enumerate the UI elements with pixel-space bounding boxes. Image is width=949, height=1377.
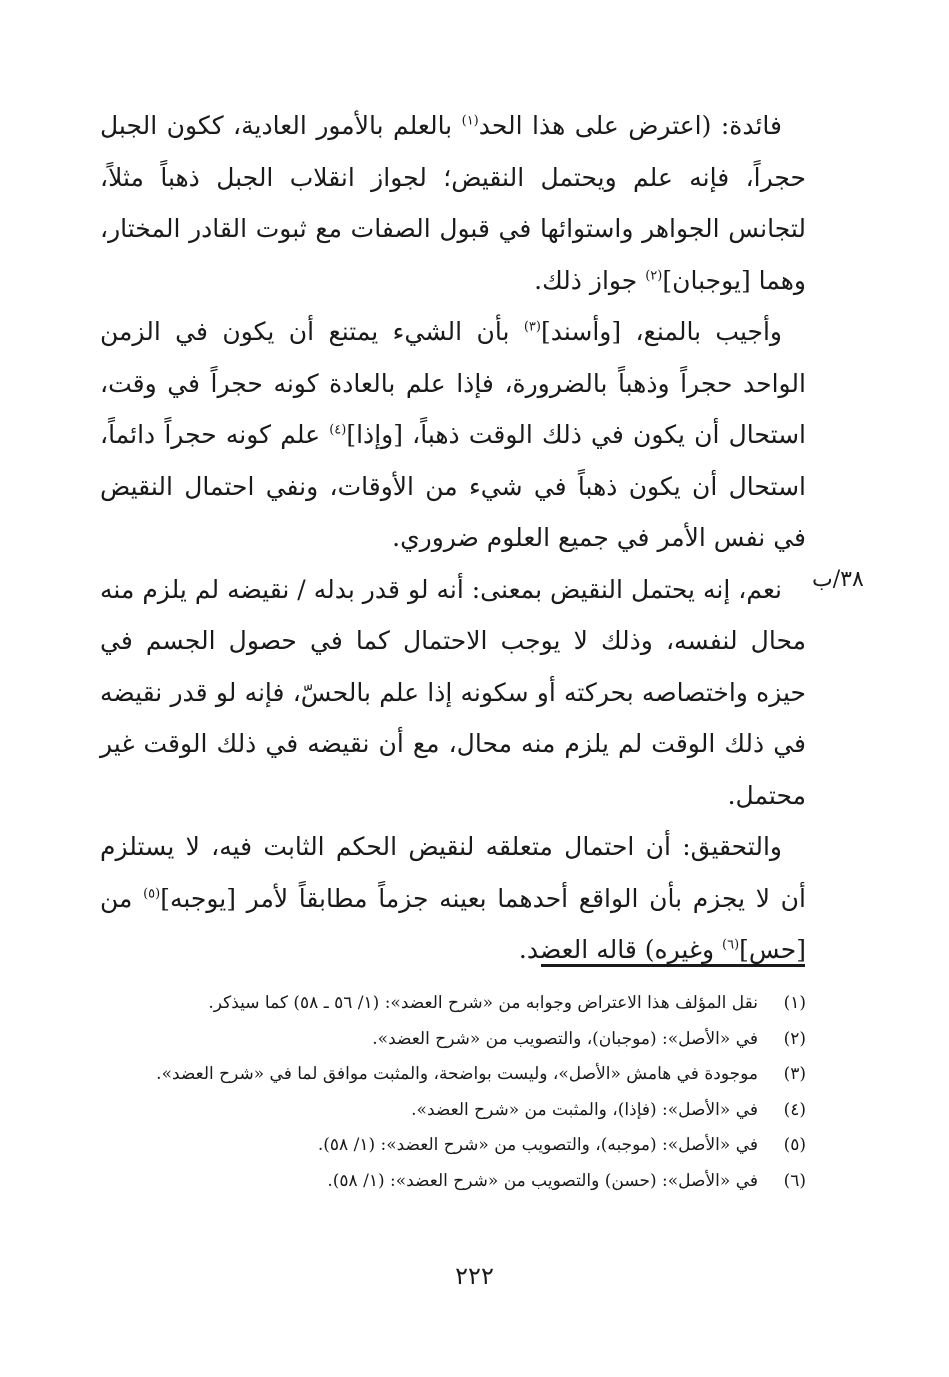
paragraph-text: نعم، إنه يحتمل النقيض بمعنى: أنه لو قدر بدله / نقيضه لم يلزم منه محال لنفسه، وذلك لا يوجب الاحتمال كما في حصول الجسم في حيزه واختصاصه بحركته أو سكونه إذا علم بالحسّ، فإنه لو قدر نقيضه في ذلك الوقت لم يلزم منه محال، مع أن نقيضه في ذلك الوقت غير محتمل. xyxy=(100,574,806,810)
paragraph-text: فائدة: (اعترض على هذا الحد xyxy=(478,111,783,140)
footnote-text: في «الأصل»: (موجبان)، والتصويب من «شرح العضد». xyxy=(372,1028,758,1049)
footnote-item xyxy=(100,1057,806,1093)
paragraph-text: بالعلم بالأمور العادية، ككون الجبل حجراً، فإنه علم ويحتمل النقيض؛ لجواز انقلاب الجبل ذهباً مثلاً، لتجانس الجواهر واستوائها في قبول الصفات مع ثبوت القادر المختار، وهما [يوجبان] xyxy=(100,111,806,295)
paragraph-text: علم كونه حجراً دائماً، استحال أن يكون ذهباً في شيء من الأوقات، ونفي احتمال النقيض في نفس الأمر في جميع العلوم ضروري. xyxy=(100,420,806,552)
footnote-number: (٦) xyxy=(783,1170,806,1191)
footnote-text: في «الأصل»: (حسن) والتصويب من «شرح العضد»: (١/ ٥٨). xyxy=(327,1170,758,1191)
footnote-ref[interactable]: (٤) xyxy=(329,422,347,438)
footnote-text: نقل المؤلف هذا الاعتراض وجوابه من «شرح العضد»: (١/ ٥٦ ـ ٥٨) كما سيذكر. xyxy=(208,993,758,1013)
paragraph-text: جواز ذلك. xyxy=(534,265,646,295)
footnote-number: (٤) xyxy=(783,1099,806,1120)
paragraph-answer xyxy=(100,306,806,564)
footnote-text: موجودة في هامش «الأصل»، وليست بواضحة، والمثبت موافق لما في «شرح العضد». xyxy=(156,1064,758,1084)
footnote-ref[interactable]: (١) xyxy=(461,113,479,129)
paragraph-text: بأن الشيء يمتنع أن يكون في الزمن الواحد حجراً وذهباً بالضرورة، فإذا علم بالعادة كونه حجراً في وقت، استحال أن يكون في ذلك الوقت ذهباً، [وإذا] xyxy=(100,317,807,449)
footnotes xyxy=(100,986,806,1199)
paragraph-text: والتحقيق: أن احتمال متعلقه لنقيض الحكم الثابت فيه، لا يستلزم أن لا يجزم بأن الواقع أحدهما بعينه جزماً مطابقاً لأمر [يوجبه] xyxy=(100,832,806,913)
paragraph-tahqiq xyxy=(100,821,806,976)
main-text xyxy=(100,100,806,976)
page-number: ٢٢٢ xyxy=(455,1262,494,1290)
footnote-ref[interactable]: (٢) xyxy=(645,268,663,284)
footnote-item xyxy=(100,1128,806,1164)
footnote-separator xyxy=(541,964,805,967)
footnote-item xyxy=(100,1022,806,1058)
footnote-ref[interactable]: (٦) xyxy=(722,937,740,953)
footnote-number: (٣) xyxy=(783,1064,806,1084)
paragraph-text: وغيره) قاله العضد. xyxy=(518,935,723,964)
paragraph-text: من [حس] xyxy=(100,883,806,964)
footnote-item xyxy=(100,986,806,1022)
footnote-item xyxy=(100,1093,806,1129)
footnote-text: في «الأصل»: (فإذا)، والمثبت من «شرح العضد». xyxy=(411,1099,758,1120)
footnote-ref[interactable]: (٥) xyxy=(143,886,161,902)
manuscript-folio-marker: ٣٨/ب xyxy=(812,567,864,592)
footnote-ref[interactable]: (٣) xyxy=(523,319,541,335)
paragraph-naam xyxy=(100,564,806,822)
footnote-number: (١) xyxy=(783,993,806,1013)
paragraph-fayda xyxy=(100,100,806,306)
footnote-text: في «الأصل»: (موجبه)، والتصويب من «شرح العضد»: (١/ ٥٨). xyxy=(317,1135,758,1155)
footnote-item xyxy=(100,1164,806,1200)
paragraph-text: وأجيب بالمنع، [وأسند] xyxy=(540,317,782,346)
footnote-number: (٢) xyxy=(783,1028,806,1049)
footnote-number: (٥) xyxy=(783,1135,806,1155)
